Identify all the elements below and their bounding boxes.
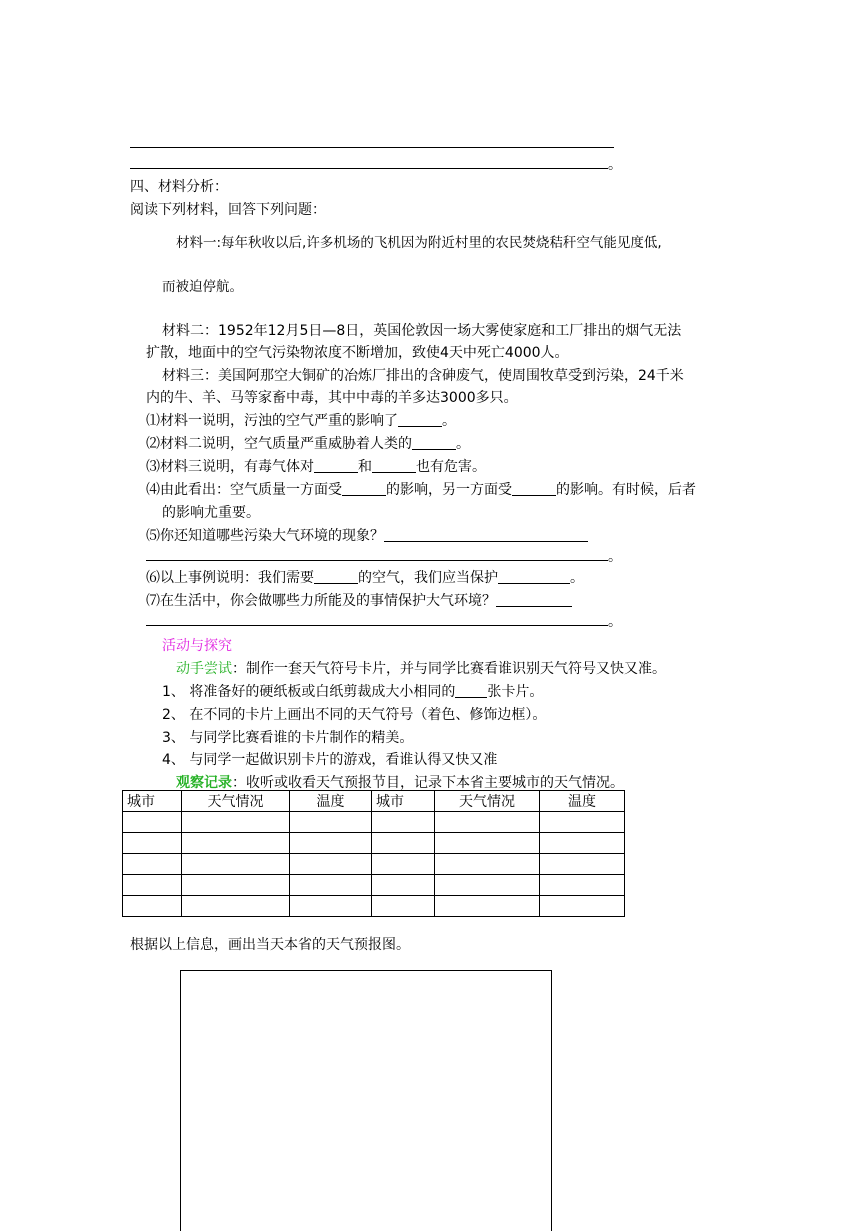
blank[interactable] <box>398 426 442 427</box>
observe-line <box>176 772 624 792</box>
question-6-end: 。 <box>570 570 584 586</box>
table-cell[interactable] <box>372 833 435 854</box>
answer-line-q7[interactable] <box>146 625 608 626</box>
table-cell[interactable] <box>540 833 625 854</box>
table-cell[interactable] <box>435 896 540 917</box>
step-1-text: 1、 将准备好的硬纸板或白纸剪裁成大小相同的 <box>162 684 456 700</box>
material-2-line-1: 材料二：1952年12月5日—8日，英国伦敦因一场大雾使家庭和工厂排出的烟气无法 <box>162 323 682 339</box>
table-cell[interactable] <box>372 875 435 896</box>
question-5-text: ⑸你还知道哪些污染大气环境的现象？ <box>146 528 384 544</box>
material-3-line-2: 内的牛、羊、马等家畜中毒，其中中毒的羊多达3000多只。 <box>146 390 518 406</box>
header-weather: 天气情况 <box>182 791 290 812</box>
section-heading: 四、材料分析： <box>130 179 228 195</box>
table-cell[interactable] <box>372 854 435 875</box>
question-3-text: ⑶材料三说明，有毒气体对 <box>146 459 314 475</box>
question-4-mid: 的影响，另一方面受 <box>386 482 512 498</box>
question-4-line-2: 的影响尤重要。 <box>162 505 260 521</box>
question-2 <box>146 433 470 453</box>
table-cell[interactable] <box>290 875 372 896</box>
table-cell[interactable] <box>290 833 372 854</box>
table-header-row <box>123 791 625 812</box>
weather-map-drawing-area[interactable] <box>180 970 552 1231</box>
hands-on-line <box>176 658 666 678</box>
material-3-line-1: 材料三：美国阿那空大铜矿的冶炼厂排出的含砷废气，使周围牧草受到污染，24千米 <box>162 368 684 384</box>
activity-heading: 活动与探究 <box>162 638 232 654</box>
table-cell[interactable] <box>435 833 540 854</box>
table-row <box>123 875 625 896</box>
drawing-instruction: 根据以上信息，画出当天本省的天气预报图。 <box>130 937 410 953</box>
step-3: 3、 与同学比赛看谁的卡片制作的精美。 <box>162 730 414 746</box>
instruction-text: 阅读下列材料，回答下列问题： <box>130 202 326 218</box>
question-2-end: 。 <box>456 436 470 452</box>
question-4-tail: 的影响。有时候，后者 <box>556 482 696 498</box>
table-cell[interactable] <box>372 896 435 917</box>
weather-table <box>122 790 625 917</box>
table-cell[interactable] <box>540 896 625 917</box>
blank[interactable] <box>455 697 487 698</box>
question-4-text: ⑷由此看出：空气质量一方面受 <box>146 482 342 498</box>
table-cell[interactable] <box>435 812 540 833</box>
step-1 <box>162 681 543 701</box>
table-cell[interactable] <box>182 833 290 854</box>
blank[interactable] <box>512 495 556 496</box>
question-6-mid: 的空气，我们应当保护 <box>358 570 498 586</box>
table-cell[interactable] <box>182 896 290 917</box>
step-2: 2、 在不同的卡片上画出不同的天气符号（着色、修饰边框）。 <box>162 707 547 723</box>
question-5 <box>146 525 588 545</box>
step-1-end: 张卡片。 <box>487 684 544 700</box>
observe-text: ：收听或收看天气预报节目，记录下本省主要城市的天气情况。 <box>232 775 624 791</box>
header-city: 城市 <box>372 791 435 812</box>
table-cell[interactable] <box>435 854 540 875</box>
table-cell[interactable] <box>123 833 182 854</box>
table-row <box>123 896 625 917</box>
question-4 <box>146 479 696 499</box>
header-city: 城市 <box>123 791 182 812</box>
table-cell[interactable] <box>123 812 182 833</box>
answer-period-q5: 。 <box>608 549 622 565</box>
question-1 <box>146 410 456 430</box>
hands-on-text: ：制作一套天气符号卡片，并与同学比赛看谁识别天气符号又快又准。 <box>232 661 666 677</box>
header-temperature: 温度 <box>290 791 372 812</box>
material-1-line-1: 材料一:每年秋收以后,许多机场的飞机因为附近村里的农民焚烧秸秆空气能见度低, <box>176 235 662 251</box>
table-cell[interactable] <box>123 896 182 917</box>
table-row <box>123 812 625 833</box>
answer-line-1[interactable] <box>130 147 614 148</box>
material-1-line-2: 而被迫停航。 <box>162 279 243 295</box>
question-1-text: ⑴材料一说明，污浊的空气严重的影响了 <box>146 413 398 429</box>
table-cell[interactable] <box>123 854 182 875</box>
table-row <box>123 833 625 854</box>
table-cell[interactable] <box>540 812 625 833</box>
table-cell[interactable] <box>540 875 625 896</box>
blank[interactable] <box>412 449 456 450</box>
observe-label: 观察记录 <box>176 775 232 791</box>
answer-blank[interactable] <box>384 541 588 542</box>
step-4: 4、 与同学一起做识别卡片的游戏，看谁认得又快又准 <box>162 752 498 768</box>
question-3 <box>146 456 486 476</box>
blank[interactable] <box>314 583 358 584</box>
question-3-end: 也有危害。 <box>416 459 486 475</box>
table-cell[interactable] <box>372 812 435 833</box>
table-cell[interactable] <box>435 875 540 896</box>
answer-period-q7: 。 <box>608 614 622 630</box>
answer-line-2[interactable] <box>130 168 608 169</box>
blank[interactable] <box>342 495 386 496</box>
table-cell[interactable] <box>182 875 290 896</box>
table-cell[interactable] <box>290 854 372 875</box>
table-cell[interactable] <box>182 812 290 833</box>
answer-period: 。 <box>608 157 622 173</box>
blank[interactable] <box>498 583 570 584</box>
answer-blank[interactable] <box>496 606 572 607</box>
question-6-text: ⑹以上事例说明：我们需要 <box>146 570 314 586</box>
answer-line-q5[interactable] <box>146 560 608 561</box>
blank[interactable] <box>314 472 358 473</box>
question-2-text: ⑵材料二说明，空气质量严重威胁着人类的 <box>146 436 412 452</box>
table-cell[interactable] <box>540 854 625 875</box>
table-cell[interactable] <box>182 854 290 875</box>
table-cell[interactable] <box>290 812 372 833</box>
question-7 <box>146 590 572 610</box>
blank[interactable] <box>372 472 416 473</box>
header-weather: 天气情况 <box>435 791 540 812</box>
question-6 <box>146 567 584 587</box>
question-1-end: 。 <box>442 413 456 429</box>
question-3-mid: 和 <box>358 459 372 475</box>
table-cell[interactable] <box>290 896 372 917</box>
question-7-text: ⑺在生活中，你会做哪些力所能及的事情保护大气环境？ <box>146 593 496 609</box>
hands-on-label: 动手尝试 <box>176 661 232 677</box>
table-cell[interactable] <box>123 875 182 896</box>
header-temperature: 温度 <box>540 791 625 812</box>
table-row <box>123 854 625 875</box>
material-2-line-2: 扩散，地面中的空气污染物浓度不断增加，致使4天中死亡4000人。 <box>146 345 569 361</box>
